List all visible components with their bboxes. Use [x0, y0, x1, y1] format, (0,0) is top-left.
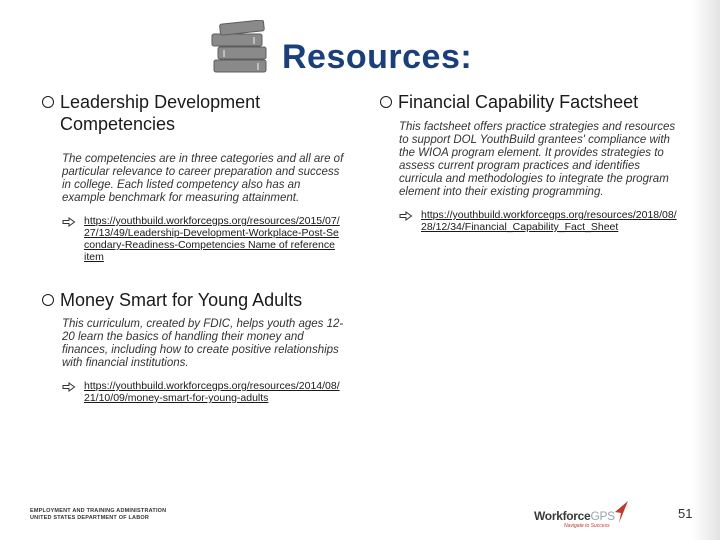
arrow-right-icon — [62, 382, 76, 392]
logo-tagline: Navigate to Success — [564, 523, 610, 529]
resource-heading — [42, 289, 362, 311]
resource-leadership-development — [42, 91, 342, 263]
resource-heading-text: Money Smart for Young Adults — [60, 290, 303, 310]
resource-description: The competencies are in three categories and all are of particular relevance to career preparation and success in college. Each listed competency also has an example benchmark for measuring attainment. — [62, 153, 344, 204]
bullet-ring-icon — [380, 96, 392, 108]
resource-heading — [42, 91, 342, 135]
resource-link-row — [62, 215, 342, 263]
resource-money-smart — [42, 289, 362, 404]
arrow-right-icon — [62, 217, 76, 227]
logo-name-a: Workforce — [534, 509, 591, 523]
resource-description: This factsheet offers practice strategies and resources to support DOL YouthBuild grantees' compliance with the WIOA program element. It provides strategies to assess current program practices and identifies curricula and methodologies to integrate the program element into their existing programming. — [399, 121, 676, 198]
agency-footer — [30, 508, 166, 522]
resource-link[interactable]: https://youthbuild.workforcegps.org/resources/2018/08/28/12/34/Financial_Capability_Fact_Sheet — [421, 209, 677, 233]
agency-line-1: EMPLOYMENT AND TRAINING ADMINISTRATION — [30, 508, 167, 514]
resource-heading-text: Financial Capability Factsheet — [398, 92, 639, 112]
resource-description: This curriculum, created by FDIC, helps youth ages 12-20 learn the basics of handling their money and finances, including how to create positive relationships with financial institutions. — [62, 318, 344, 369]
workforcegps-logo-mark-icon — [612, 500, 630, 524]
resource-link[interactable]: https://youthbuild.workforcegps.org/resources/2015/07/27/13/49/Leadership-Development-Workplace-Post-Secondary-Readiness-Competencies Name of reference item — [84, 215, 340, 263]
books-icon — [208, 20, 272, 76]
resource-financial-capability — [380, 91, 680, 233]
page-title: Resources: — [282, 38, 473, 76]
agency-line-2: UNITED STATES DEPARTMENT OF LABOR — [30, 515, 150, 521]
resource-heading — [380, 91, 680, 113]
resource-link-row — [62, 380, 362, 404]
page-number: 51 — [678, 506, 693, 521]
resource-link-row — [399, 209, 680, 233]
bullet-ring-icon — [42, 294, 54, 306]
resource-link[interactable]: https://youthbuild.workforcegps.org/resources/2014/08/21/10/09/money-smart-for-young-adults — [84, 380, 340, 404]
arrow-right-icon — [399, 211, 413, 221]
workforcegps-logo — [534, 500, 630, 532]
resource-heading-text: Leadership Development Competencies — [60, 92, 261, 134]
logo-name — [534, 509, 615, 523]
right-edge-shade — [692, 0, 720, 540]
bullet-ring-icon — [42, 96, 54, 108]
logo-name-b: GPS — [590, 509, 615, 523]
